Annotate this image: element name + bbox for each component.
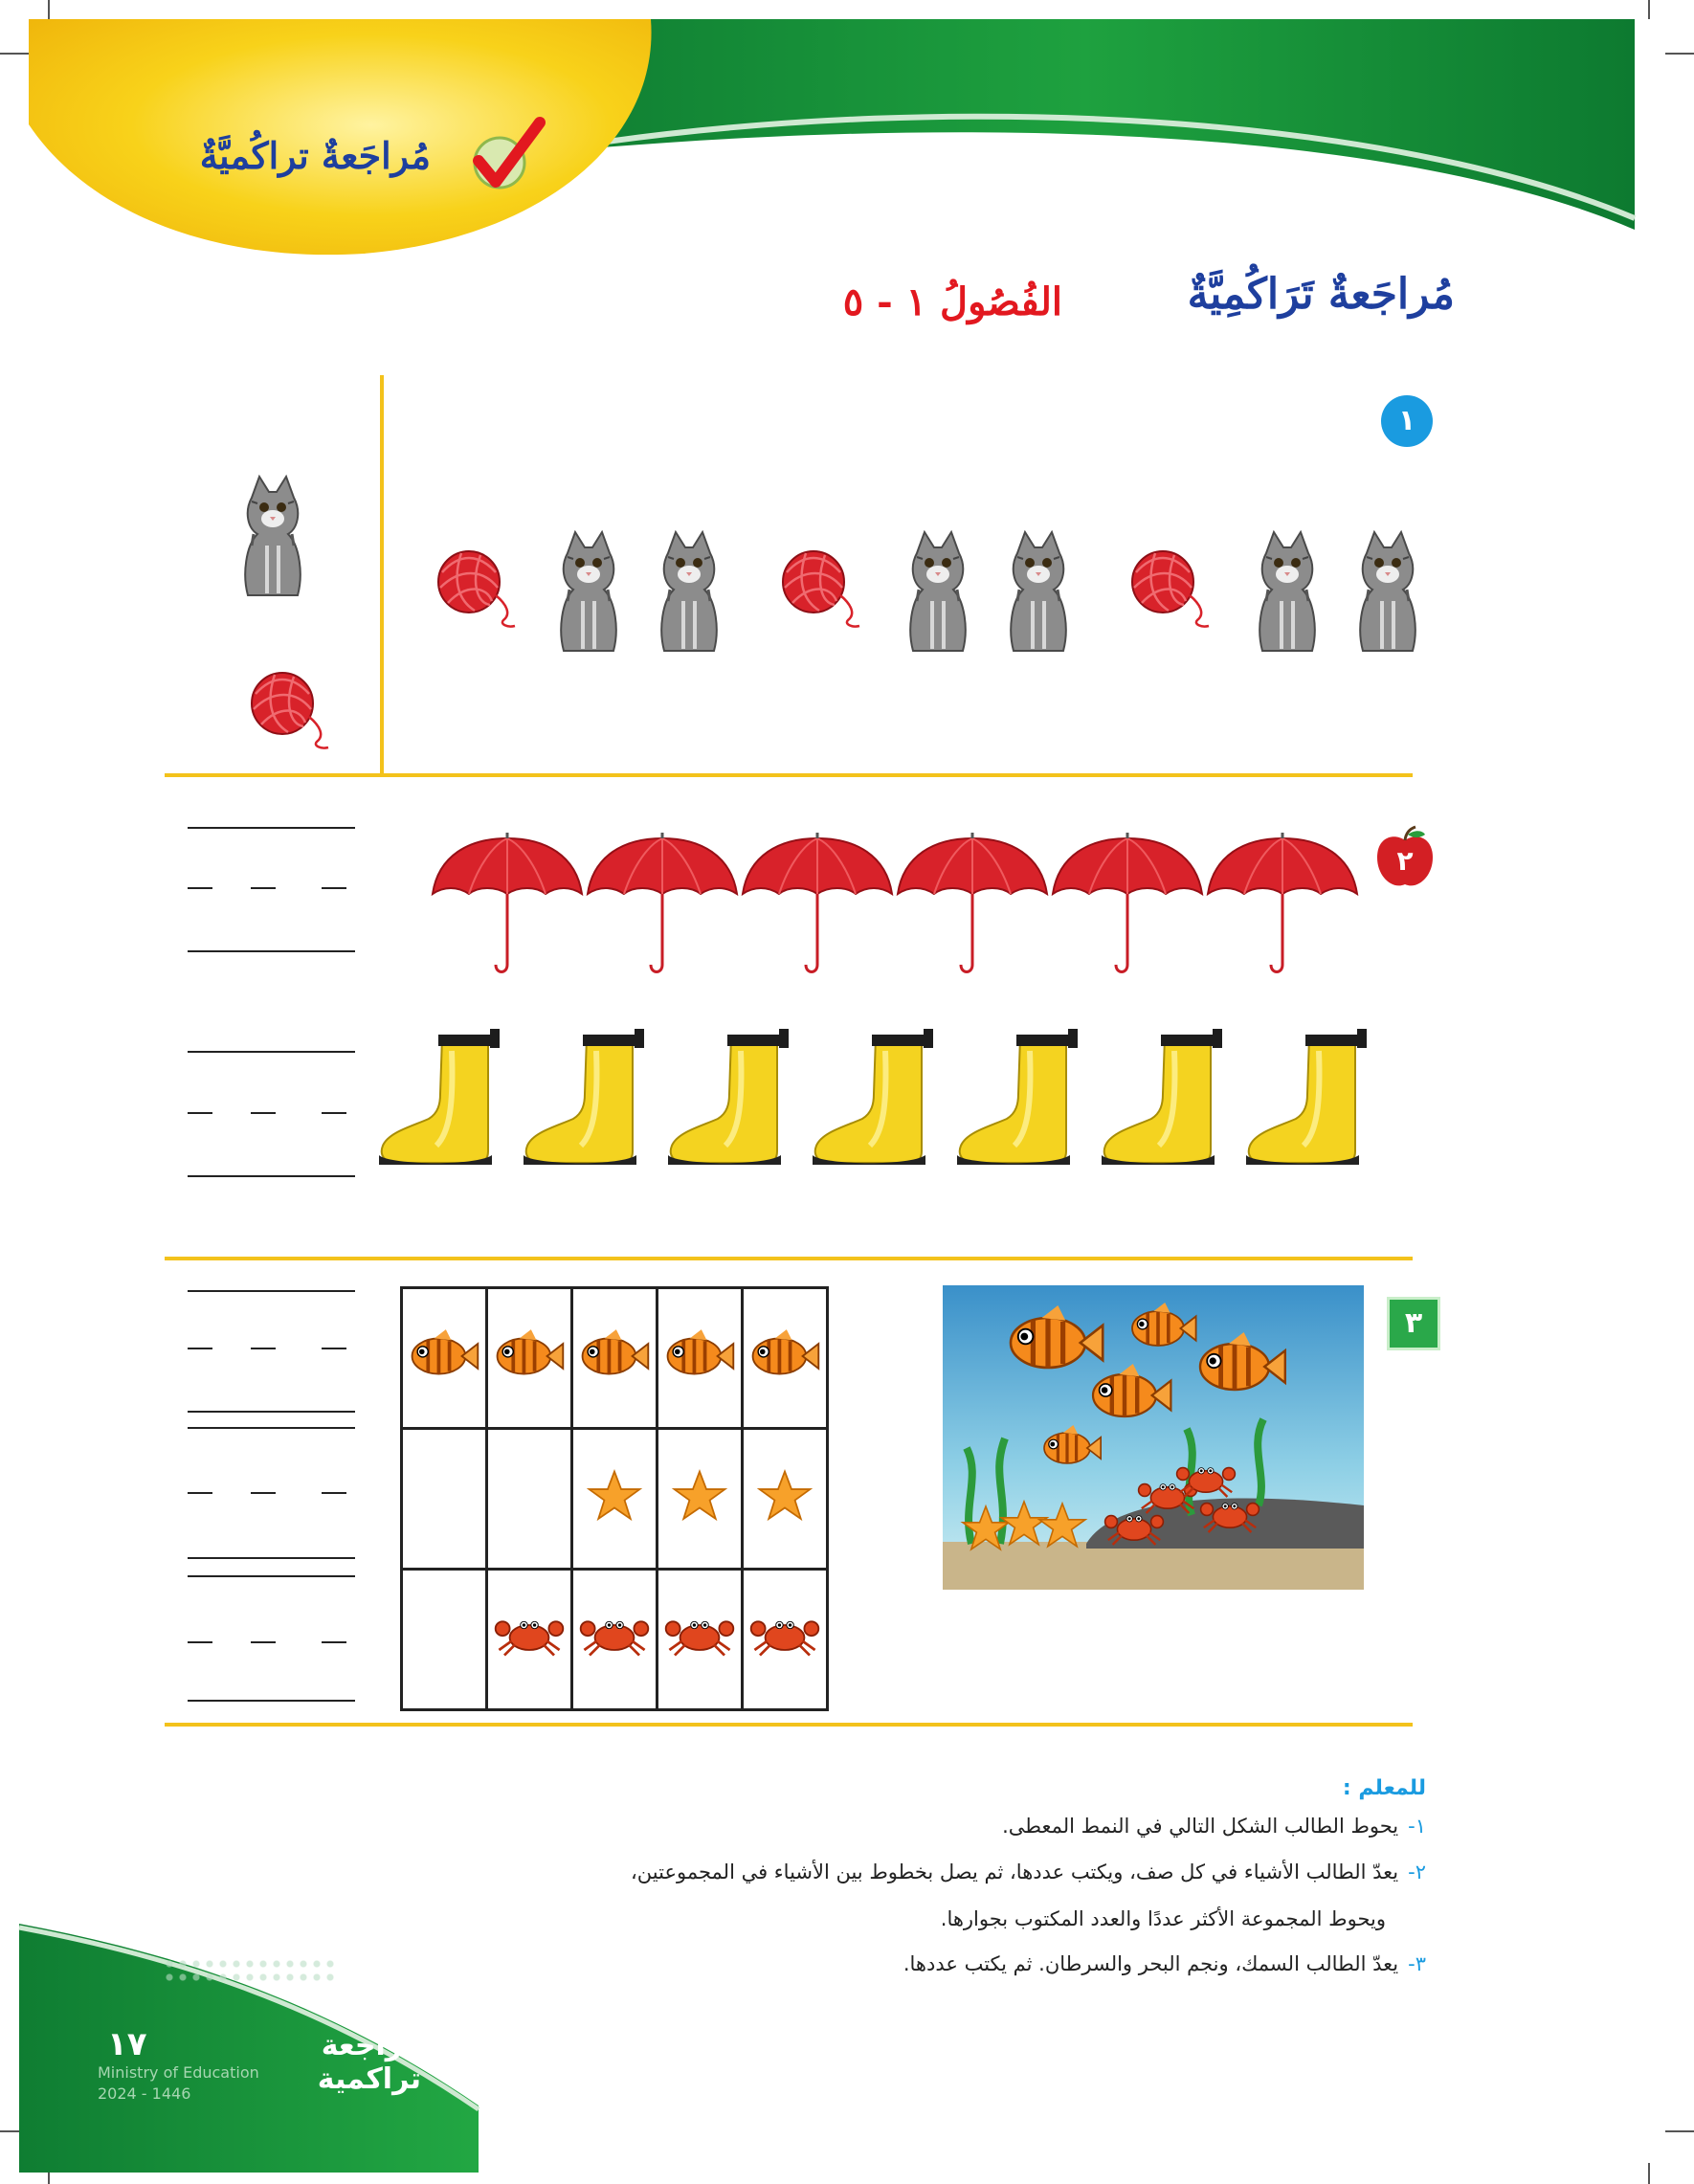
- cat-icon: [646, 515, 732, 668]
- exercise-1-divider: [380, 375, 384, 775]
- dash-line: [251, 887, 276, 889]
- fish-icon: [577, 1327, 652, 1385]
- cat-icon: [1345, 515, 1431, 668]
- answer-line: [188, 1700, 355, 1702]
- yarn-icon: [775, 544, 871, 639]
- watermark-text: Ministry of Education: [98, 2063, 259, 2082]
- watermark-dots: [163, 1957, 335, 1986]
- fish-icon: [407, 1327, 481, 1385]
- grid-cell: [402, 1570, 487, 1710]
- choice-yarn-icon: [244, 665, 340, 761]
- cat-icon: [895, 515, 981, 668]
- dash-line: [251, 1348, 276, 1349]
- answer-line: [188, 950, 355, 952]
- boot-icon: [375, 1020, 509, 1173]
- umbrella-icon: [1204, 831, 1361, 974]
- crab-icon: [747, 1609, 822, 1666]
- dash-line: [322, 887, 346, 889]
- grid-row: [402, 1429, 828, 1570]
- counting-grid: [400, 1286, 829, 1711]
- teacher-note-2-continued: ويحوط المجموعة الأكثر عددًا والعدد المكتوب بجوارها.: [940, 1907, 1386, 1930]
- chapters-label: الفُصُولُ ١ - ٥: [842, 279, 1062, 324]
- answer-line: [188, 1175, 355, 1177]
- exercise-1-badge: ١: [1381, 395, 1433, 447]
- grid-cell: [402, 1288, 487, 1429]
- grid-cell: [743, 1429, 828, 1570]
- grid-cell: [658, 1570, 743, 1710]
- dash-line: [251, 1492, 276, 1494]
- teacher-note-2: ٢-يعدّ الطالب الأشياء في كل صف، ويكتب عددها، ثم يصل بخطوط بين الأشياء في المجموعتين،: [631, 1861, 1426, 1883]
- crab-icon: [492, 1609, 567, 1666]
- page-title: مُراجَعةٌ تَرَاكُمِيَّةٌ: [1187, 270, 1455, 319]
- teacher-note-3: ٣-يعدّ الطالب السمك، ونجم البحر والسرطان. ثم يكتب عددها.: [903, 1952, 1426, 1975]
- dash-line: [322, 1348, 346, 1349]
- apple-badge-icon: [1371, 825, 1438, 892]
- answer-line: [188, 1051, 355, 1053]
- starfish-icon: [577, 1468, 652, 1526]
- watermark-year: 2024 - 1446: [98, 2084, 191, 2103]
- starfish-icon: [747, 1468, 822, 1526]
- exercise-2-number: ٢: [1396, 845, 1414, 877]
- answer-line: [188, 827, 355, 829]
- dash-line: [188, 887, 212, 889]
- dash-line: [188, 1492, 212, 1494]
- dash-line: [322, 1641, 346, 1643]
- dash-line: [251, 1112, 276, 1114]
- umbrella-icon: [584, 831, 741, 974]
- dash-line: [322, 1112, 346, 1114]
- cat-icon: [1244, 515, 1330, 668]
- exercise-3-badge: ٣: [1387, 1297, 1440, 1350]
- grid-row: [402, 1570, 828, 1710]
- umbrella-icon: [739, 831, 896, 974]
- grid-cell: [487, 1429, 572, 1570]
- dash-line: [188, 1641, 212, 1643]
- answer-line: [188, 1575, 355, 1577]
- boot-icon: [520, 1020, 654, 1173]
- grid-cell: [658, 1429, 743, 1570]
- section-rule: [165, 1257, 1413, 1260]
- checkmark-icon: [461, 115, 547, 201]
- yarn-icon: [431, 544, 526, 639]
- grid-cell: [572, 1429, 658, 1570]
- section-rule: [165, 773, 1413, 777]
- umbrella-icon: [429, 831, 586, 974]
- crop-mark: [0, 53, 29, 55]
- umbrella-icon: [894, 831, 1051, 974]
- dash-line: [188, 1112, 212, 1114]
- grid-cell: [572, 1288, 658, 1429]
- grid-cell: [487, 1288, 572, 1429]
- boot-icon: [1098, 1020, 1232, 1173]
- page-number: ١٧: [107, 2025, 147, 2063]
- crab-icon: [662, 1609, 737, 1666]
- cat-icon: [995, 515, 1081, 668]
- boot-icon: [953, 1020, 1087, 1173]
- starfish-icon: [662, 1468, 737, 1526]
- crop-mark: [48, 0, 50, 19]
- dash-line: [251, 1641, 276, 1643]
- grid-cell: [743, 1570, 828, 1710]
- grid-cell: [572, 1570, 658, 1710]
- boot-icon: [1242, 1020, 1376, 1173]
- dash-line: [188, 1348, 212, 1349]
- crop-mark: [1648, 2163, 1650, 2184]
- answer-line: [188, 1411, 355, 1413]
- badge-title: مُراجَعةٌ تراكُميَّةٌ: [199, 134, 431, 177]
- grid-cell: [658, 1288, 743, 1429]
- boot-icon: [664, 1020, 798, 1173]
- boot-icon: [809, 1020, 943, 1173]
- answer-line: [188, 1427, 355, 1429]
- grid-row: [402, 1288, 828, 1429]
- aquarium-picture: [943, 1285, 1364, 1590]
- answer-line: [188, 1290, 355, 1292]
- grid-cell: [743, 1288, 828, 1429]
- answer-line: [188, 1557, 355, 1559]
- umbrella-icon: [1049, 831, 1206, 974]
- fish-icon: [492, 1327, 567, 1385]
- section-rule: [165, 1723, 1413, 1727]
- dash-line: [322, 1492, 346, 1494]
- teacher-notes-heading: للمعلم :: [1342, 1776, 1426, 1800]
- crop-mark: [1665, 53, 1694, 55]
- grid-cell: [402, 1429, 487, 1570]
- yarn-icon: [1125, 544, 1220, 639]
- choice-cat-icon: [230, 455, 316, 617]
- teacher-note-1: ١-يحوط الطالب الشكل التالي في النمط المعطى.: [1002, 1815, 1426, 1838]
- footer-title: مراجعة تراكمية: [317, 2029, 421, 2096]
- crab-icon: [577, 1609, 652, 1666]
- crop-mark: [1648, 0, 1650, 19]
- fish-icon: [662, 1327, 737, 1385]
- cat-icon: [546, 515, 632, 668]
- grid-cell: [487, 1570, 572, 1710]
- fish-icon: [747, 1327, 822, 1385]
- crop-mark: [1665, 2130, 1694, 2132]
